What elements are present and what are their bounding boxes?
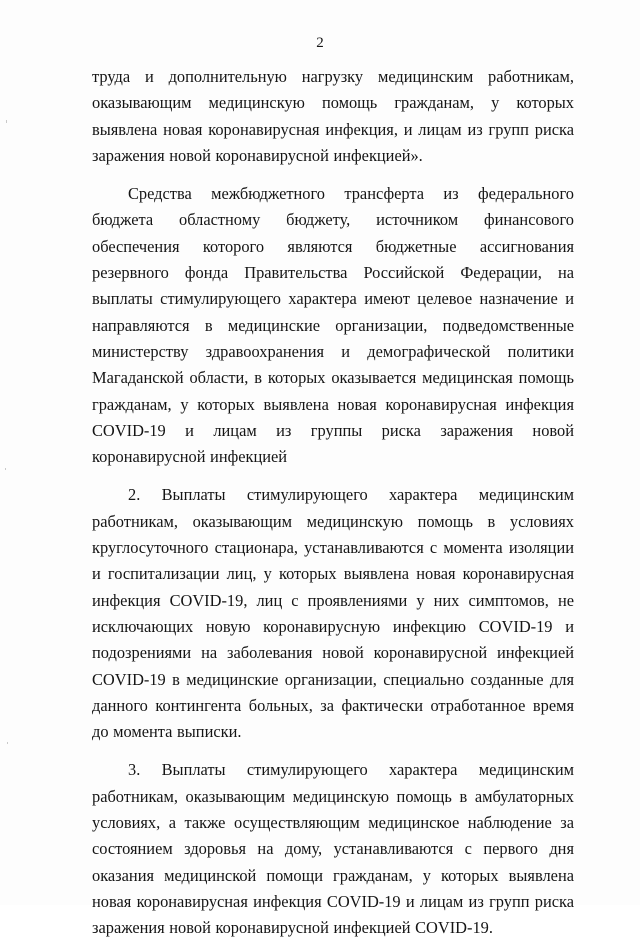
document-body xyxy=(92,64,574,942)
scan-speck xyxy=(7,742,8,744)
paragraph-continuation: труда и дополнительную нагрузку медицинским работникам, оказывающим медицинскую помощь гражданам, у которых выявлена новая коронавирусная инфекция, и лицам из групп риска заражения новой коронавирусной инфекцией». xyxy=(92,67,574,165)
paragraph-item-2: 2. Выплаты стимулирующего характера медицинским работникам, оказывающим медицинскую помощь в условиях круглосуточного стационара, устанавливаются с момента изоляции и госпитализации лиц, у которых выявлена новая коронавирусная инфекция COVID-19, лиц с проявлениями у них симптомов, не исключающих новую коронавирусную инфекцию COVID-19 и подозрениями на заболевания новой коронавирусной инфекцией COVID-19 в медицинские организации, специально созданные для данного контингента больных, за фактически отработанное время до момента выписки. xyxy=(92,485,574,742)
scan-speck xyxy=(5,468,6,470)
scan-speck xyxy=(6,120,7,123)
paragraph-transfer-funds: Средства межбюджетного трансферта из федерального бюджета областному бюджету, источником финансового обеспечения которого являются бюджетные ассигнования резервного фонда Правительства Российской Федерации, на выплаты стимулирующего характера имеют целевое назначение и направляются в медицинские организации, подведомственные министерству здравоохранения и демографической политики Магаданской области, в которых оказывается медицинская помощь гражданам, у которых выявлена новая коронавирусная инфекция COVID-19 и лицам из группы риска заражения новой коронавирусной инфекцией xyxy=(92,184,574,467)
paragraph-item-3: 3. Выплаты стимулирующего характера медицинским работникам, оказывающим медицинскую помощь в амбулаторных условиях, а также осуществляющим медицинское наблюдение за состоянием здоровья на дому, устанавливаются с первого дня оказания медицинской помощи гражданам, у которых выявлена новая коронавирусная инфекция COVID-19 и лицам из групп риска заражения новой коронавирусной инфекцией COVID-19. xyxy=(92,760,574,938)
page-number: 2 xyxy=(316,35,324,51)
